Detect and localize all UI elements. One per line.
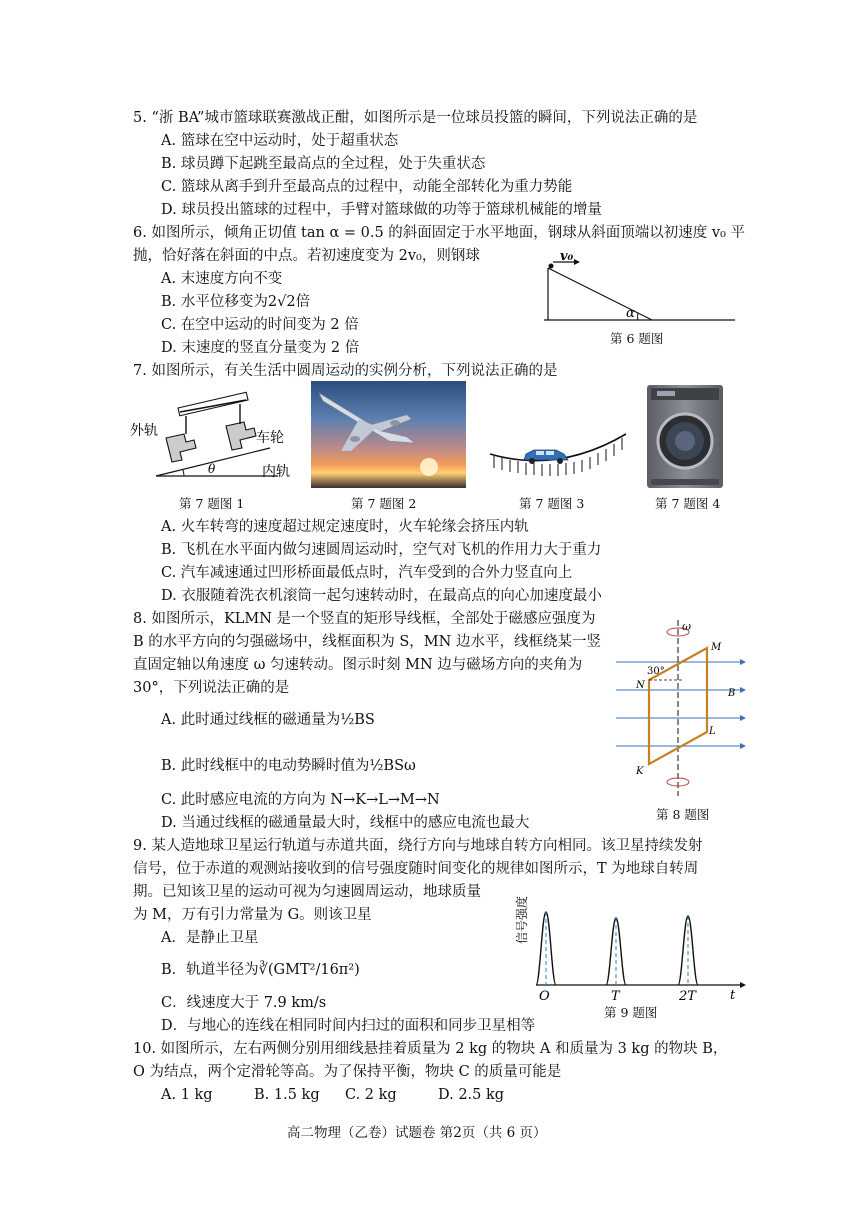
q6-option-b: B. 水平位移变为2√2倍 bbox=[161, 294, 311, 310]
q9-stem-line2: 信号，位于赤道的观测站接收到的信号强度随时间变化的规律如图所示，T 为地球自转周 bbox=[133, 861, 699, 877]
q9-stem-line1: 9. 某人造地球卫星运行轨道与赤道共面，绕行方向与地球自转方向相同。该卫星持续发射 bbox=[133, 838, 703, 854]
q9-stem-line3: 期。已知该卫星的运动可视为匀速圆周运动，地球质量 bbox=[133, 884, 481, 900]
q7-airplane-photo bbox=[311, 381, 466, 488]
q7-caption-4: 第 7 题图 4 bbox=[655, 496, 721, 511]
q6-option-d: D. 末速度的竖直分量变为 2 倍 bbox=[161, 340, 360, 356]
q8-omega-label: ω bbox=[682, 620, 691, 633]
q7-option-a: A. 火车转弯的速度超过规定速度时，火车轮缘会挤压内轨 bbox=[161, 519, 529, 535]
q7-washing-machine-photo bbox=[647, 385, 723, 488]
q9-x-tick-T: T bbox=[611, 989, 620, 1004]
q7-option-d: D. 衣服随着洗衣机滚筒一起匀速转动时，在最高点的向心加速度最小 bbox=[161, 588, 602, 604]
q5-option-d: D. 球员投出篮球的过程中，手臂对篮球做的功等于篮球机械能的增量 bbox=[161, 202, 602, 218]
q8-M-label: M bbox=[711, 642, 722, 653]
q6-option-c: C. 在空中运动的时间变为 2 倍 bbox=[161, 317, 359, 333]
q9-x-axis-label: t bbox=[730, 988, 736, 1003]
q10-stem-line2: O 为结点，两个定滑轮等高。为了保持平衡，物块 C 的质量可能是 bbox=[133, 1064, 562, 1080]
q7-option-b: B. 飞机在水平面内做匀速圆周运动时，空气对飞机的作用力大于重力 bbox=[161, 542, 602, 558]
q7-option-c: C. 汽车减速通过凹形桥面最低点时，汽车受到的合外力竖直向上 bbox=[161, 565, 573, 581]
q7-wheel-label: 车轮 bbox=[256, 430, 284, 446]
q8-L-label: L bbox=[709, 726, 716, 737]
q8-stem-line1: 8. 如图所示，KLMN 是一个竖直的矩形导线框，全部处于磁感应强度为 bbox=[133, 611, 596, 627]
q6-v0-label: v₀ bbox=[560, 249, 574, 264]
q8-option-d: D. 当通过线框的磁通量最大时，线框中的感应电流也最大 bbox=[161, 815, 530, 831]
q7-fig3-concave-bridge bbox=[486, 430, 631, 482]
q8-stem-line4: 30°，下列说法正确的是 bbox=[133, 680, 290, 696]
q10-stem-line1: 10. 如图所示，左右两侧分别用细线悬挂着质量为 2 kg 的物块 A 和质量为 3 kg 的物块 B， bbox=[133, 1041, 728, 1057]
q10-option-d: D. 2.5 kg bbox=[438, 1087, 505, 1103]
q9-option-a: A．是静止卫星 bbox=[161, 930, 259, 946]
q7-inner-rail-label: 内轨 bbox=[262, 464, 290, 480]
q5-option-a: A. 篮球在空中运动时，处于超重状态 bbox=[161, 133, 399, 149]
q7-outer-rail-label: 外轨 bbox=[130, 423, 158, 439]
q8-option-b: B. 此时线框中的电动势瞬时值为½BSω bbox=[161, 758, 416, 774]
q7-caption-3: 第 7 题图 3 bbox=[519, 496, 585, 511]
page-footer: 高二物理（乙卷）试题卷 第2页（共 6 页） bbox=[287, 1125, 547, 1141]
q8-option-c: C. 此时感应电流的方向为 N→K→L→M→N bbox=[161, 792, 440, 808]
q7-caption-1: 第 7 题图 1 bbox=[179, 496, 245, 511]
q6-stem-line1: 6. 如图所示，倾角正切值 tan α = 0.5 的斜面固定于水平地面，钢球从斜面顶端以初速度 v₀ 平 bbox=[133, 225, 746, 241]
q6-option-a: A. 末速度方向不变 bbox=[161, 271, 283, 287]
q8-N-label: N bbox=[636, 680, 645, 691]
q8-angle-label: 30° bbox=[647, 666, 665, 677]
q9-ylabel: 信号强度 bbox=[515, 895, 529, 944]
q8-stem-line2: B 的水平方向的匀强磁场中，线框面积为 S，MN 边水平，线框绕某一竖 bbox=[133, 634, 601, 650]
q5-option-b: B. 球员蹲下起跳至最高点的全过程，处于失重状态 bbox=[161, 156, 486, 172]
q9-x-tick-0: O bbox=[539, 989, 550, 1004]
q9-option-c: C．线速度大于 7.9 km/s bbox=[161, 995, 327, 1011]
q9-option-d: D．与地心的连线在相同时间内扫过的面积和同步卫星相等 bbox=[161, 1018, 536, 1034]
q9-x-tick-2T: 2T bbox=[679, 989, 696, 1004]
q5-option-c: C. 篮球从离手到升至最高点的过程中，动能全部转化为重力势能 bbox=[161, 179, 573, 195]
q8-stem-line3: 直固定轴以角速度 ω 匀速转动。图示时刻 MN 边与磁场方向的夹角为 bbox=[133, 657, 583, 673]
washing-machine-icon bbox=[647, 385, 723, 488]
q7-stem: 7. 如图所示，有关生活中圆周运动的实例分析，下列说法正确的是 bbox=[133, 363, 558, 379]
q6-incline-figure bbox=[540, 250, 740, 328]
q7-fig1-rail-diagram bbox=[128, 390, 298, 480]
q6-caption: 第 6 题图 bbox=[610, 331, 664, 346]
q8-K-label: K bbox=[636, 766, 644, 777]
q7-theta-label: θ bbox=[208, 462, 216, 476]
q6-stem-line2: 抛，恰好落在斜面的中点。若初速度变为 2v₀，则钢球 bbox=[133, 248, 480, 264]
q8-rotating-frame-figure bbox=[612, 618, 746, 800]
airplane-icon bbox=[311, 381, 466, 488]
q7-caption-2: 第 7 题图 2 bbox=[351, 496, 417, 511]
q9-stem-line4: 为 M，万有引力常量为 G。则该卫星 bbox=[133, 907, 372, 923]
q8-caption: 第 8 题图 bbox=[656, 807, 710, 822]
q9-caption: 第 9 题图 bbox=[604, 1005, 658, 1020]
q10-option-a: A. 1 kg bbox=[161, 1087, 213, 1103]
q5-stem: 5. “浙 BA”城市篮球联赛激战正酣，如图所示是一位球员投篮的瞬间，下列说法正确的是 bbox=[133, 110, 698, 126]
q6-alpha-label: α bbox=[626, 306, 635, 321]
q9-option-b: B．轨道半径为∛(GMT²/16π²) bbox=[161, 962, 360, 978]
car-icon bbox=[524, 450, 568, 464]
q8-B-label: B bbox=[728, 688, 736, 699]
q10-option-b: B. 1.5 kg bbox=[254, 1087, 320, 1103]
q9-signal-chart bbox=[515, 882, 746, 1004]
q8-option-a: A. 此时通过线框的磁通量为½BS bbox=[161, 712, 375, 728]
q10-option-c: C. 2 kg bbox=[345, 1087, 397, 1103]
